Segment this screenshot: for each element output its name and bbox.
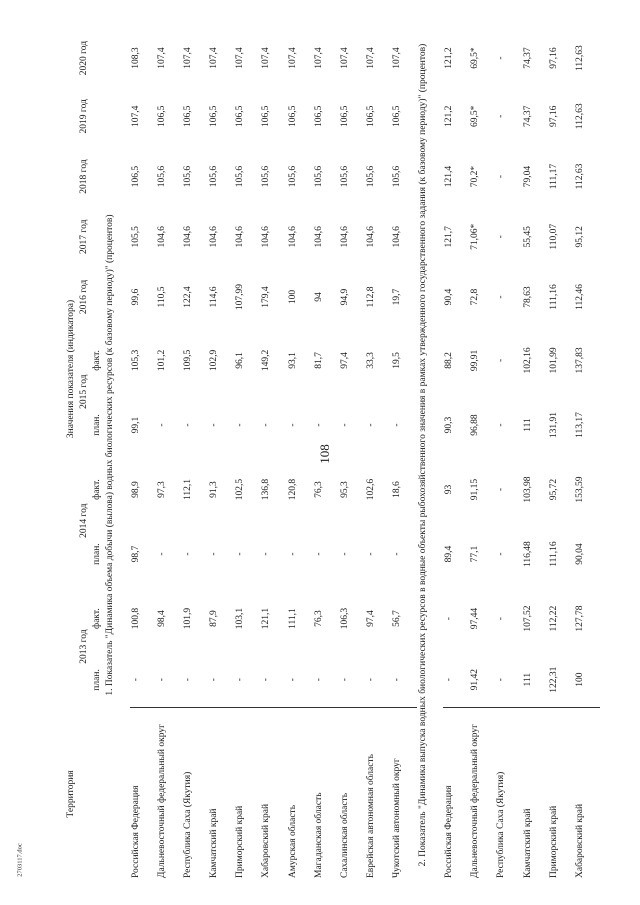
- value-cell: -: [339, 552, 350, 556]
- value-cell: 104,6: [183, 226, 194, 248]
- value-cell: 111,16: [548, 284, 559, 310]
- value-cell: 97,44: [470, 607, 481, 630]
- section-title-row: [417, 30, 443, 880]
- header-year-2014: 2014 год: [78, 503, 89, 538]
- table-row: [443, 30, 469, 880]
- value-cell: 106,3: [339, 607, 350, 630]
- section-title: 2. Показатель "Динамика выпуска водных биологических ресурсов в водные объекты рыбохозяйственного значения в рамках утвержденного государственного задания (к базовому периоду)" (процентов): [418, 43, 429, 867]
- value-cell: -: [156, 552, 167, 556]
- value-cell: 121,2: [444, 47, 455, 69]
- territory-name: Российская Федерация: [130, 785, 141, 878]
- value-cell: 112,22: [548, 605, 559, 632]
- value-cell: 99,91: [470, 349, 481, 372]
- value-cell: -: [496, 295, 507, 299]
- value-cell: -: [261, 423, 272, 427]
- territory-name: Камчатский край: [209, 808, 220, 878]
- value-cell: 114,6: [209, 286, 220, 308]
- value-cell: 104,6: [365, 226, 376, 248]
- value-cell: 107,4: [313, 47, 324, 69]
- table-row: [208, 30, 234, 880]
- value-cell: 107,4: [261, 47, 272, 69]
- value-cell: 121,2: [444, 105, 455, 127]
- value-cell: 91,42: [469, 652, 495, 708]
- value-cell: -: [209, 423, 220, 427]
- value-cell: 104,6: [339, 226, 350, 248]
- value-cell: 69,5*: [470, 105, 481, 127]
- value-cell: 107,4: [287, 47, 298, 69]
- value-cell: 56,7: [391, 610, 402, 627]
- value-cell: -: [391, 652, 417, 708]
- table-row: [130, 30, 156, 880]
- header-plan: план.: [91, 543, 102, 565]
- value-cell: 99,1: [130, 416, 141, 434]
- value-cell: 78,63: [522, 286, 533, 308]
- table-row: [234, 30, 260, 880]
- value-cell: 107,4: [130, 105, 141, 127]
- value-cell: 103,1: [235, 607, 246, 630]
- value-cell: 103,98: [522, 476, 533, 503]
- value-cell: 116,48: [522, 541, 533, 567]
- territory-name: Еврейская автономная область: [365, 754, 376, 878]
- value-cell: 105,6: [339, 165, 350, 188]
- value-cell: -: [313, 552, 324, 556]
- territory-name: Хабаровский край: [574, 803, 585, 878]
- value-cell: 106,5: [365, 105, 376, 127]
- value-cell: 100,8: [130, 607, 141, 630]
- value-cell: 104,6: [287, 226, 298, 248]
- value-cell: 91,15: [470, 478, 481, 501]
- table-row: [522, 30, 548, 880]
- value-cell: 94,9: [339, 288, 350, 306]
- value-cell: 109,5: [183, 349, 194, 372]
- value-cell: 105,6: [313, 165, 324, 188]
- value-cell: 105,6: [209, 165, 220, 188]
- footer-doc-code: 2703117.doc: [16, 843, 24, 877]
- value-cell: 97,4: [339, 352, 350, 369]
- value-cell: 179,4: [261, 286, 272, 308]
- value-cell: 101,2: [156, 349, 167, 372]
- value-cell: -: [496, 423, 507, 427]
- section-title-row: [104, 30, 130, 880]
- table-row: [260, 30, 286, 880]
- value-cell: 105,6: [391, 165, 402, 188]
- value-cell: 79,04: [522, 165, 533, 188]
- value-cell: 107,4: [156, 47, 167, 69]
- value-cell: -: [496, 617, 507, 621]
- value-cell: 94: [313, 292, 324, 302]
- value-cell: -: [209, 552, 220, 556]
- value-cell: -: [339, 652, 365, 708]
- table-body: [104, 30, 600, 880]
- value-cell: 105,6: [183, 165, 194, 188]
- value-cell: 76,3: [313, 610, 324, 627]
- table-row: [313, 30, 339, 880]
- header-fact: факт.: [91, 479, 102, 500]
- value-cell: -: [156, 423, 167, 427]
- value-cell: 96,88: [470, 414, 481, 436]
- table-row: [574, 30, 600, 880]
- value-cell: 108,3: [130, 47, 141, 69]
- value-cell: 97,4: [365, 610, 376, 627]
- value-cell: 107,4: [339, 47, 350, 69]
- value-cell: 107,52: [522, 605, 533, 632]
- value-cell: -: [365, 652, 391, 708]
- value-cell: 112,63: [574, 45, 585, 71]
- value-cell: -: [183, 552, 194, 556]
- value-cell: 149,2: [261, 349, 272, 372]
- value-cell: 69,5*: [470, 47, 481, 69]
- value-cell: -: [183, 423, 194, 427]
- value-cell: 107,99: [235, 283, 246, 311]
- value-cell: 71,06*: [470, 223, 481, 250]
- value-cell: 137,83: [574, 347, 585, 374]
- value-cell: 110,07: [548, 223, 559, 250]
- value-cell: 99,6: [130, 288, 141, 306]
- table-row: [391, 30, 417, 880]
- value-cell: -: [496, 235, 507, 239]
- value-cell: 105,3: [130, 349, 141, 372]
- value-cell: 76,3: [313, 481, 324, 498]
- section-title: 1. Показатель "Динамика объема добычи (вылова) водных биологических ресурсов (к базовому периоду)" (процентов): [104, 214, 115, 696]
- value-cell: 106,5: [183, 105, 194, 127]
- value-cell: 91,3: [209, 481, 220, 498]
- territory-name: Приморский край: [548, 805, 559, 878]
- value-cell: -: [496, 358, 507, 363]
- value-cell: 98,7: [130, 545, 141, 563]
- value-cell: 102,5: [235, 478, 246, 501]
- value-cell: 102,16: [522, 347, 533, 374]
- value-cell: 105,6: [156, 165, 167, 188]
- value-cell: 104,6: [209, 226, 220, 248]
- value-cell: 107,4: [209, 47, 220, 69]
- value-cell: -: [443, 652, 469, 708]
- table-row: [495, 30, 521, 880]
- value-cell: -: [234, 652, 260, 708]
- value-cell: 106,5: [156, 105, 167, 127]
- value-cell: 153,59: [574, 476, 585, 503]
- header-plan: план.: [91, 414, 102, 436]
- value-cell: 113,17: [574, 412, 585, 438]
- value-cell: -: [365, 423, 376, 427]
- value-cell: 104,6: [235, 226, 246, 248]
- value-cell: 106,5: [209, 105, 220, 127]
- value-cell: -: [235, 552, 246, 556]
- header-territory: Территория: [66, 770, 76, 818]
- value-cell: 121,4: [444, 165, 455, 188]
- value-cell: -: [496, 552, 507, 556]
- territory-name: Российская Федерация: [444, 785, 455, 878]
- value-cell: 107,4: [183, 47, 194, 69]
- value-cell: -: [313, 423, 324, 427]
- value-cell: 87,9: [209, 610, 220, 627]
- value-cell: -: [496, 56, 507, 60]
- value-cell: 33,3: [365, 352, 376, 369]
- value-cell: 121,1: [261, 607, 272, 630]
- territory-name: Чукотский автономный округ: [391, 758, 402, 878]
- value-cell: -: [444, 617, 455, 621]
- territory-name: Республика Саха (Якутия): [496, 771, 507, 878]
- value-cell: 104,6: [391, 226, 402, 248]
- header-plan: план.: [91, 669, 102, 691]
- value-cell: 104,6: [261, 226, 272, 248]
- table-row: [365, 30, 391, 880]
- value-cell: 74,37: [522, 105, 533, 127]
- value-cell: 98,4: [156, 610, 167, 627]
- territory-name: Камчатский край: [522, 808, 533, 878]
- territory-name: Республика Саха (Якутия): [183, 771, 194, 878]
- value-cell: -: [182, 652, 208, 708]
- value-cell: 90,04: [574, 543, 585, 565]
- value-cell: 112,63: [574, 103, 585, 130]
- value-cell: 74,37: [522, 47, 533, 69]
- territory-name: Хабаровский край: [261, 803, 272, 878]
- value-cell: 77,1: [470, 545, 481, 563]
- value-cell: 122,4: [183, 286, 194, 308]
- value-cell: 112,8: [365, 286, 376, 308]
- value-cell: -: [260, 652, 286, 708]
- value-cell: 111,17: [548, 163, 559, 190]
- value-cell: 105,6: [365, 165, 376, 188]
- value-cell: 70,2*: [470, 165, 481, 188]
- header-year-2016: 2016 год: [78, 279, 89, 315]
- value-cell: 106,5: [261, 105, 272, 127]
- territory-name: Дальневосточный федеральный округ: [470, 724, 481, 878]
- territory-name: Приморский край: [235, 805, 246, 878]
- value-cell: 102,6: [365, 478, 376, 501]
- value-cell: 112,1: [183, 479, 194, 501]
- value-cell: 104,6: [313, 226, 324, 248]
- header-year-2020: 2020 год: [78, 40, 89, 76]
- value-cell: 111: [522, 418, 533, 432]
- value-cell: 106,5: [339, 105, 350, 127]
- value-cell: 107,4: [365, 47, 376, 69]
- value-cell: 106,5: [130, 165, 141, 188]
- value-cell: 106,5: [313, 105, 324, 127]
- value-cell: 106,5: [391, 105, 402, 127]
- value-cell: 95,3: [339, 481, 350, 498]
- value-cell: 93,1: [287, 352, 298, 369]
- value-cell: 100: [287, 289, 298, 305]
- page-number: 108: [317, 444, 332, 464]
- value-cell: -: [339, 423, 350, 427]
- value-cell: 106,5: [287, 105, 298, 127]
- value-cell: 101,99: [548, 347, 559, 374]
- value-cell: 93: [444, 484, 455, 495]
- value-cell: -: [287, 423, 298, 427]
- value-cell: 88,2: [444, 352, 455, 369]
- header-fact: факт.: [91, 608, 102, 629]
- value-cell: 136,8: [261, 478, 272, 501]
- table-row: [548, 30, 574, 880]
- value-cell: 104,6: [156, 226, 167, 248]
- value-cell: 107,4: [391, 47, 402, 69]
- value-cell: 107,4: [235, 47, 246, 69]
- value-cell: 127,78: [574, 605, 585, 632]
- table-row: [287, 30, 313, 880]
- table-row: [469, 30, 495, 880]
- value-cell: 96,1: [235, 352, 246, 369]
- value-cell: 89,4: [444, 545, 455, 563]
- value-cell: 90,4: [444, 288, 455, 306]
- territory-name: Дальневосточный федеральный округ: [156, 724, 167, 878]
- value-cell: 112,46: [574, 284, 585, 310]
- value-cell: 97,16: [548, 47, 559, 69]
- header-fact: факт.: [91, 350, 102, 371]
- header-year-2015: 2015 год: [78, 374, 89, 409]
- value-cell: 122,31: [548, 652, 574, 708]
- value-cell: 105,6: [287, 165, 298, 188]
- value-cell: -: [495, 652, 521, 708]
- value-cell: -: [156, 652, 182, 708]
- value-cell: -: [496, 174, 507, 179]
- value-cell: 95,12: [574, 226, 585, 248]
- value-cell: 72,8: [470, 288, 481, 306]
- value-cell: 101,9: [183, 607, 194, 630]
- territory-name: Сахалинская область: [339, 792, 350, 878]
- value-cell: 111: [522, 652, 548, 708]
- value-cell: -: [365, 552, 376, 556]
- value-cell: -: [313, 652, 339, 708]
- value-cell: 111,16: [548, 541, 559, 567]
- value-cell: -: [235, 423, 246, 427]
- territory-name: Магаданская область: [313, 792, 324, 878]
- value-cell: 19,7: [391, 288, 402, 306]
- value-cell: 121,7: [444, 226, 455, 248]
- value-cell: 105,6: [261, 165, 272, 188]
- table-row: [156, 30, 182, 880]
- value-cell: 120,8: [287, 478, 298, 501]
- value-cell: -: [208, 652, 234, 708]
- value-cell: 97,16: [548, 105, 559, 127]
- value-cell: 100: [574, 652, 600, 708]
- value-cell: 98,9: [130, 481, 141, 498]
- table-row: [339, 30, 365, 880]
- header-year-2013: 2013 год: [78, 629, 89, 664]
- value-cell: 95,72: [548, 478, 559, 501]
- header-year-2018: 2018 год: [78, 159, 89, 194]
- value-cell: 90,3: [444, 416, 455, 434]
- value-cell: -: [287, 652, 313, 708]
- value-cell: 18,6: [391, 481, 402, 498]
- value-cell: 112,63: [574, 163, 585, 190]
- indicator-table: [65, 30, 600, 880]
- value-cell: 105,5: [130, 226, 141, 248]
- value-cell: -: [130, 652, 156, 708]
- territory-name: Амурская область: [287, 804, 298, 878]
- value-cell: 81,7: [313, 352, 324, 369]
- value-cell: 131,91: [548, 411, 559, 439]
- rotated-table-container: [65, 30, 600, 880]
- value-cell: 102,9: [209, 349, 220, 372]
- value-cell: 97,3: [156, 481, 167, 498]
- header-year-2017: 2017 год: [78, 219, 89, 254]
- value-cell: 55,45: [522, 226, 533, 248]
- value-cell: -: [391, 423, 402, 427]
- header-year-2019: 2019 год: [78, 99, 89, 134]
- value-cell: -: [287, 552, 298, 556]
- value-cell: 110,5: [156, 286, 167, 308]
- value-cell: -: [496, 487, 507, 492]
- value-cell: 19,5: [391, 352, 402, 369]
- value-cell: -: [391, 552, 402, 556]
- value-cell: 105,6: [235, 165, 246, 188]
- value-cell: -: [261, 552, 272, 556]
- value-cell: 111,1: [287, 608, 298, 629]
- value-cell: -: [496, 114, 507, 118]
- value-cell: 106,5: [235, 105, 246, 127]
- table-row: [182, 30, 208, 880]
- header-indicator-values: Значения показателя (индикатора): [66, 299, 76, 439]
